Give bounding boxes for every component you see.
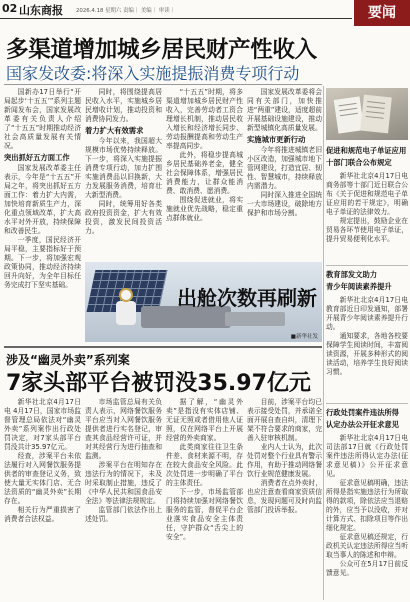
section-subhead: 实施城市更新行动	[247, 135, 306, 144]
body-paragraph: 新华社北京4月17日电 商务部等十部门近日联合公布《关于促进和规范电子单证应用的若干规定》，明确电子单证的法律效力。	[326, 172, 408, 216]
sidebar-headline: 促进和规范电子单证应用	[326, 146, 407, 155]
headline-divider	[4, 84, 322, 85]
masthead-divider	[0, 18, 352, 19]
body-paragraph: 新华社北京4月17日电 教育部近日印发通知，部署开展青少年阅读素养提升行动。	[326, 296, 408, 331]
document-shape	[360, 95, 392, 134]
body-paragraph: 今年将推进城镇老旧小区改造，加强城市地下管网建设，打造宜居、韧性、智慧城市，持续释放内需潜力。	[247, 146, 322, 190]
dateline: 2026.4.18 星期六 责编｜ 美编｜ 审读｜	[76, 8, 175, 14]
body-paragraph: 公众可在5月17日前反馈意见。	[326, 560, 408, 577]
body-paragraph: 此外，将稳步提高城乡居民基础养老金，健全社会保障体系，增强居民消费能力，让群众能消费、敢消费、愿消费。	[166, 151, 243, 195]
sidebar-headline: 行政处罚案件违法所得	[326, 408, 399, 417]
body-paragraph: 涉案平台在明知存在违法行为的情况下，未及时采取制止措施，违反了《中华人民共和国食品安全法》等法律法规规定。	[85, 461, 162, 505]
lead-column-3	[166, 88, 243, 258]
body-paragraph: 围绕促进就业，将实施就业优先战略，稳定重点群体就业。	[166, 196, 243, 222]
body-paragraph: 一季度，国民经济开局平稳，主要指标好于预期。下一步，将加强宏观政策协同，推动经济持续回升向好，为全年目标任务完成打下坚实基础。	[4, 236, 81, 289]
sidebar-divider	[326, 265, 408, 266]
news-photo	[326, 88, 408, 140]
section-subhead: 突出抓好五方面工作	[4, 153, 70, 162]
body-paragraph: 同时，统筹用好各类政府投资资金，扩大有效投资，激发民间投资活力。	[85, 200, 162, 235]
photo-credit: ■新华社发	[290, 334, 318, 340]
body-paragraph: 通知要求，各地各校要保障学生阅读时间，丰富阅读资源，开展多种形式的阅读活动，培养学生良好阅读习惯。	[326, 332, 408, 376]
body-paragraph: 国家发展改革委将会同有关部门，加快推进“两重”建设，适度超前开展基础设施建设，推动新型城镇化高质量发展。	[247, 88, 322, 132]
sidebar-headline: 青少年阅读素养提升	[326, 282, 392, 291]
body-paragraph: 规定提出，鼓励企业在贸易各环节使用电子单证，提升贸易便利化水平。	[326, 217, 408, 243]
body-paragraph: 消费者在点外卖时，也应注意查看商家资质信息，发现问题可及时向监管部门投诉举报。	[247, 479, 322, 514]
sidebar-headline: 认定办法公开征求意见	[326, 420, 399, 429]
sidebar-headline: 十部门联合公布规定	[326, 158, 392, 167]
story-kicker: 涉及“幽灵外卖”系列案	[6, 353, 130, 367]
station-module-shape	[225, 312, 285, 326]
body-paragraph: 相关行为严重损害了消费者合法权益。	[4, 506, 81, 523]
story-column-1	[4, 398, 81, 598]
sidebar-headline: 教育部发文助力	[326, 270, 378, 279]
photo-overlay-title: 出舱次数再刷新	[177, 286, 317, 310]
story-headline: 7家头部平台被罚没35.97亿元	[6, 371, 311, 396]
body-paragraph: 据了解，“幽灵外卖”是指没有实体店铺、无证无照或者借用他人证照，仅在网络平台上开展经营的外卖商家。	[166, 398, 243, 442]
body-paragraph: 同时深入推进全国统一大市场建设，破除地方保护和市场分割。	[247, 191, 322, 217]
body-paragraph: 征求意见稿还规定，行政机关认定违法所得应当听取当事人的陈述和申辩。	[326, 533, 408, 559]
body-paragraph: “十五五”时期，将多渠道增加城乡居民财产性收入，完善劳动者工资合理增长机制，推动居民收入增长和经济增长同步、劳动报酬提高和劳动生产率提高同步。	[166, 88, 243, 150]
sidebar-article-body	[326, 296, 408, 400]
section-label: 要闻	[354, 0, 410, 26]
lead-headline: 多渠道增加城乡居民财产性收入	[6, 37, 317, 63]
body-paragraph: 市场监管总局有关负责人表示，网络餐饮服务平台应当对入网餐饮服务提供者进行实名登记，审查其食品经营许可证，并对其经营行为进行抽查和监测。	[85, 398, 162, 460]
body-paragraph: 新华社北京4月17日电 4月17日，国家市场监督管理总局依法对“幽灵外卖”系列案作出行政处罚决定，对7家头部平台罚没共计35.97亿元。	[4, 398, 81, 451]
body-paragraph: 目前，涉案平台均已表示接受处罚，并承诺全面开展自查自纠，清理下架不符合要求的商家，完善入驻审核机制。	[247, 398, 322, 442]
column-divider	[323, 86, 324, 600]
body-paragraph: 国家发展改革委主任表示，今年是“十五五”开局之年，将突出抓好五方面工作：着力扩大内需，加快培育新质生产力，深化重点领域改革，扩大高水平对外开放，持续保障和改善民生。	[4, 164, 81, 235]
lead-column-1	[4, 88, 81, 344]
story-divider	[4, 346, 322, 348]
body-paragraph: 此类商家往往卫生条件差、食材来源不明，存在较大食品安全风险。此次处罚进一步明确了平台的主体责任。	[166, 443, 243, 487]
story-column-3	[166, 398, 243, 598]
body-paragraph: 征求意见稿明确，违法所得是指实施违法行为所取得的款项，除依法应当退赔的外，应当予以没收，并对计算方式、扣除项目等作出细化规定。	[326, 479, 408, 532]
body-paragraph: 监管部门依法作出上述处罚。	[85, 506, 162, 523]
body-paragraph: 下一步，市场监管部门将持续加强对网络餐饮服务的监管，督促平台企业落实食品安全主体责任，守护群众“舌尖上的安全”。	[166, 488, 243, 541]
body-paragraph: 国新办17日举行“开局起步‘十五五’”系列主题新闻发布会，国家发展改革委有关负责人介绍了“十五五”时期推动经济社会高质量发展有关情况。	[4, 88, 81, 150]
lead-column-2	[85, 88, 162, 258]
section-subhead: 着力扩大有效需求	[85, 126, 144, 135]
sidebar-article-body	[326, 434, 408, 598]
sidebar-divider	[326, 403, 408, 404]
astronaut-suit-shape	[116, 301, 136, 325]
body-paragraph: 今年以来，我国超大规模市场优势持续释放。下一步，将深入实施提振消费专项行动，加力扩围实施消费品以旧换新，大力发展服务消费，培育壮大新型消费。	[85, 137, 162, 199]
story-column-4	[247, 398, 322, 598]
body-paragraph: 经查，涉案平台未依法履行对入网餐饮服务提供者的审查登记义务，致使大量无实体门店、无合法资质的“幽灵外卖”长期存在。	[4, 452, 81, 505]
lead-column-4	[247, 88, 322, 258]
page-number: 02	[2, 2, 18, 15]
body-paragraph: 同时，将围绕提高居民收入水平，实施城乡居民增收计划，推动投资和消费协同发力。	[85, 88, 162, 123]
astronaut-helmet-shape	[119, 288, 133, 302]
body-paragraph: 新华社北京4月17日电 司法部17日就《行政处罚案件违法所得认定办法(征求意见稿)》公开征求意见。	[326, 434, 408, 478]
newspaper-name: 山东商报	[19, 4, 63, 17]
story-column-2	[85, 398, 162, 598]
body-paragraph: 业内人士认为，此次处罚对整个行业具有警示作用，有助于推动网络餐饮行业规范健康发展。	[247, 443, 322, 478]
spacewalk-photo	[85, 262, 322, 342]
sidebar-article-body	[326, 172, 408, 262]
lead-subheadline: 国家发改委:将深入实施提振消费专项行动	[6, 64, 300, 83]
